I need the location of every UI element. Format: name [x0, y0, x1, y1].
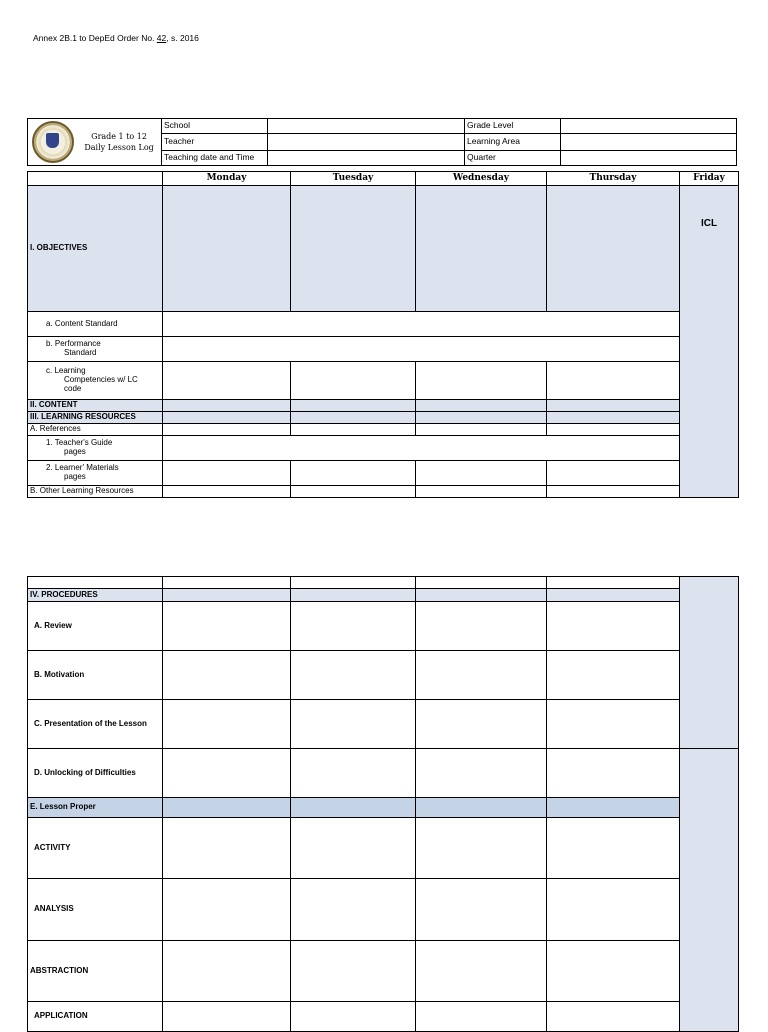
learners-materials-line2: pages — [64, 472, 86, 481]
presentation-label: C. Presentation of the Lesson — [28, 700, 163, 749]
teachers-guide-line2: pages — [64, 447, 86, 456]
order-number: 42 — [156, 33, 167, 43]
competencies-line3: code — [64, 383, 82, 393]
review-tuesday[interactable] — [291, 602, 416, 651]
content-standard-field[interactable] — [163, 312, 680, 337]
competencies-tuesday[interactable] — [291, 362, 416, 400]
content-monday[interactable] — [163, 400, 291, 412]
review-thursday[interactable] — [547, 602, 680, 651]
application-wednesday[interactable] — [416, 1002, 547, 1032]
day-header-tuesday: Tuesday — [291, 172, 416, 186]
content-standard-label: a. Content Standard — [28, 312, 163, 337]
friday-column-top — [680, 577, 739, 749]
blank-tuesday — [291, 577, 416, 589]
teacher-field[interactable] — [268, 134, 465, 150]
content-thursday[interactable] — [547, 400, 680, 412]
teaching-date-field[interactable] — [268, 150, 465, 165]
learners-materials-monday[interactable] — [163, 461, 291, 486]
teachers-guide-line1: 1. Teacher's Guide — [46, 438, 113, 448]
performance-standard-field[interactable] — [163, 337, 680, 362]
learners-materials-thursday[interactable] — [547, 461, 680, 486]
other-resources-monday[interactable] — [163, 486, 291, 498]
header-logo-cell — [28, 119, 162, 166]
references-label: A. References — [28, 424, 163, 436]
activity-tuesday[interactable] — [291, 818, 416, 879]
analysis-monday[interactable] — [163, 879, 291, 941]
competencies-line2: Competencies w/ LC — [64, 375, 138, 385]
corner-cell — [28, 172, 163, 186]
annex-prefix: Annex 2B.1 to DepEd Order No. — [33, 33, 157, 43]
grade-level-label: Grade Level — [465, 119, 561, 134]
day-header-wednesday: Wednesday — [416, 172, 547, 186]
grade-level-field[interactable] — [561, 119, 737, 134]
day-header-monday: Monday — [163, 172, 291, 186]
competencies-line1: c. Learning — [46, 366, 86, 376]
friday-column-bottom — [680, 749, 739, 1032]
school-label: School — [162, 119, 268, 134]
objectives-wednesday[interactable] — [416, 186, 547, 312]
learners-materials-wednesday[interactable] — [416, 461, 547, 486]
content-wednesday[interactable] — [416, 400, 547, 412]
other-resources-tuesday[interactable] — [291, 486, 416, 498]
content-tuesday[interactable] — [291, 400, 416, 412]
activity-monday[interactable] — [163, 818, 291, 879]
objectives-monday[interactable] — [163, 186, 291, 312]
day-header-thursday: Thursday — [547, 172, 680, 186]
unlocking-tuesday[interactable] — [291, 749, 416, 798]
procedures-label: IV. PROCEDURES — [28, 589, 163, 602]
annex-suffix: , s. 2016 — [166, 33, 199, 43]
lesson-proper-tuesday[interactable] — [291, 798, 416, 818]
application-label: APPLICATION — [28, 1002, 163, 1032]
analysis-tuesday[interactable] — [291, 879, 416, 941]
analysis-wednesday[interactable] — [416, 879, 547, 941]
performance-standard-label — [28, 337, 163, 362]
lesson-proper-label: E. Lesson Proper — [28, 798, 163, 818]
motivation-thursday[interactable] — [547, 651, 680, 700]
other-resources-thursday[interactable] — [547, 486, 680, 498]
blank-thursday — [547, 577, 680, 589]
title-line2: Daily Lesson Log — [84, 143, 154, 152]
annex-reference — [33, 33, 199, 43]
activity-thursday[interactable] — [547, 818, 680, 879]
motivation-monday[interactable] — [163, 651, 291, 700]
abstraction-label: ABSTRACTION — [28, 941, 163, 1002]
blank-corner — [28, 577, 163, 589]
application-thursday[interactable] — [547, 1002, 680, 1032]
lesson-table-2 — [27, 576, 739, 1032]
lesson-table-1 — [27, 171, 739, 498]
procedures-wednesday[interactable] — [416, 589, 547, 602]
competencies-thursday[interactable] — [547, 362, 680, 400]
activity-label: ACTIVITY — [28, 818, 163, 879]
unlocking-label: D. Unlocking of Difficulties — [28, 749, 163, 798]
application-monday[interactable] — [163, 1002, 291, 1032]
competencies-monday[interactable] — [163, 362, 291, 400]
content-label: II. CONTENT — [28, 400, 163, 412]
review-monday[interactable] — [163, 602, 291, 651]
lesson-proper-wednesday[interactable] — [416, 798, 547, 818]
competencies-label — [28, 362, 163, 400]
learning-area-field[interactable] — [561, 134, 737, 150]
presentation-tuesday[interactable] — [291, 700, 416, 749]
motivation-tuesday[interactable] — [291, 651, 416, 700]
blank-wednesday — [416, 577, 547, 589]
activity-wednesday[interactable] — [416, 818, 547, 879]
motivation-wednesday[interactable] — [416, 651, 547, 700]
references-monday[interactable] — [163, 424, 291, 436]
unlocking-wednesday[interactable] — [416, 749, 547, 798]
competencies-wednesday[interactable] — [416, 362, 547, 400]
learners-materials-tuesday[interactable] — [291, 461, 416, 486]
friday-icl-cell: ICL — [680, 186, 739, 498]
header-table — [27, 118, 737, 166]
teachers-guide-label — [28, 436, 163, 461]
abstraction-monday[interactable] — [163, 941, 291, 1002]
references-tuesday[interactable] — [291, 424, 416, 436]
procedures-thursday[interactable] — [547, 589, 680, 602]
deped-seal-icon — [32, 121, 74, 163]
lesson-proper-monday[interactable] — [163, 798, 291, 818]
analysis-label: ANALYSIS — [28, 879, 163, 941]
learning-area-label: Learning Area — [465, 134, 561, 150]
references-thursday[interactable] — [547, 424, 680, 436]
presentation-wednesday[interactable] — [416, 700, 547, 749]
title-line1: Grade 1 to 12 — [91, 131, 147, 141]
dll-title — [84, 131, 153, 153]
learners-materials-line1: 2. Learner' Materials — [46, 463, 119, 473]
resources-thursday[interactable] — [547, 412, 680, 424]
blank-monday — [163, 577, 291, 589]
review-label: A. Review — [28, 602, 163, 651]
day-header-friday: Friday — [680, 172, 739, 186]
quarter-field[interactable] — [561, 150, 737, 165]
procedures-monday[interactable] — [163, 589, 291, 602]
application-tuesday[interactable] — [291, 1002, 416, 1032]
objectives-thursday[interactable] — [547, 186, 680, 312]
resources-wednesday[interactable] — [416, 412, 547, 424]
references-wednesday[interactable] — [416, 424, 547, 436]
analysis-thursday[interactable] — [547, 879, 680, 941]
lesson-proper-thursday[interactable] — [547, 798, 680, 818]
other-resources-wednesday[interactable] — [416, 486, 547, 498]
teacher-label: Teacher — [162, 134, 268, 150]
procedures-tuesday[interactable] — [291, 589, 416, 602]
presentation-monday[interactable] — [163, 700, 291, 749]
presentation-thursday[interactable] — [547, 700, 680, 749]
abstraction-thursday[interactable] — [547, 941, 680, 1002]
teachers-guide-field[interactable] — [163, 436, 680, 461]
abstraction-wednesday[interactable] — [416, 941, 547, 1002]
resources-monday[interactable] — [163, 412, 291, 424]
unlocking-thursday[interactable] — [547, 749, 680, 798]
abstraction-tuesday[interactable] — [291, 941, 416, 1002]
objectives-tuesday[interactable] — [291, 186, 416, 312]
unlocking-monday[interactable] — [163, 749, 291, 798]
motivation-label: B. Motivation — [28, 651, 163, 700]
performance-standard-line1: b. Performance — [46, 339, 101, 349]
school-field[interactable] — [268, 119, 465, 134]
learning-resources-label: III. LEARNING RESOURCES — [28, 412, 163, 424]
learners-materials-label — [28, 461, 163, 486]
other-resources-label: B. Other Learning Resources — [28, 486, 163, 498]
objectives-label: I. OBJECTIVES — [28, 186, 163, 312]
performance-standard-line2: Standard — [64, 348, 97, 357]
resources-tuesday[interactable] — [291, 412, 416, 424]
review-wednesday[interactable] — [416, 602, 547, 651]
quarter-label: Quarter — [465, 150, 561, 165]
teaching-date-label: Teaching date and Time — [162, 150, 268, 165]
